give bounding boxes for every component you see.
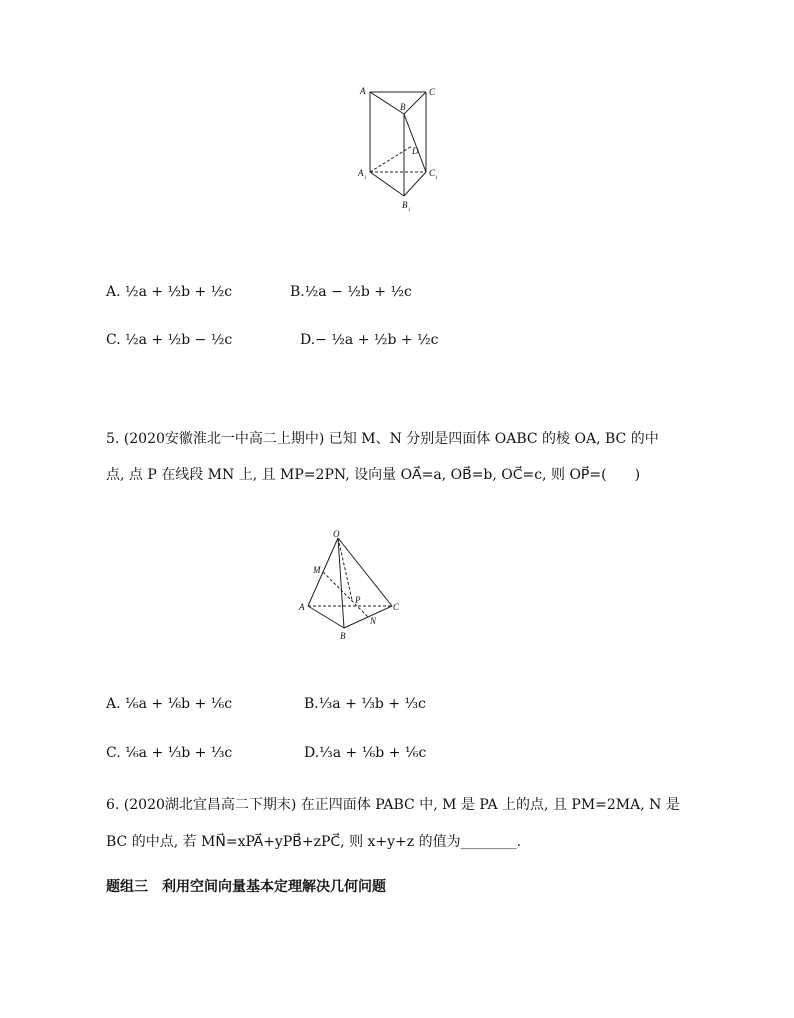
q5-line1: 5. (2020安徽淮北一中高二上期中) 已知 M、N 分别是四面体 OABC 的棱 OA, BC 的中 bbox=[106, 431, 659, 447]
label-B: B bbox=[340, 631, 346, 641]
label-C: C bbox=[429, 87, 436, 97]
label-A1: A bbox=[358, 168, 364, 178]
label-O: O bbox=[333, 529, 340, 539]
label-B1: B bbox=[402, 200, 408, 210]
prism-figure bbox=[352, 80, 452, 212]
label-C: C bbox=[393, 602, 400, 612]
svg-text:1: 1 bbox=[435, 176, 438, 181]
q4-option-a: A. ½a + ½b + ½c bbox=[106, 284, 233, 300]
q5-option-a: A. ⅙a + ⅙b + ⅙c bbox=[106, 696, 233, 712]
label-B: B bbox=[400, 102, 406, 112]
q4-option-d: D.− ½a + ½b + ½c bbox=[300, 332, 439, 348]
q5-line2: 点, 点 P 在线段 MN 上, 且 MP=2PN, 设向量 OA⃗=a, OB⃗=b, OC⃗=c, 则 OP⃗=( ) bbox=[106, 467, 641, 483]
q6-line1: 6. (2020湖北宜昌高二下期末) 在正四面体 PABC 中, M 是 PA 上的点, 且 PM=2MA, N 是 bbox=[106, 797, 680, 813]
label-P: P bbox=[355, 595, 361, 605]
label-C1: C bbox=[429, 168, 436, 178]
label-M: M bbox=[313, 565, 321, 575]
q5-option-d: D.⅓a + ⅙b + ⅙c bbox=[304, 745, 427, 761]
label-N: N bbox=[370, 616, 377, 626]
svg-text:1: 1 bbox=[364, 176, 367, 181]
label-A: A bbox=[299, 602, 305, 612]
tetrahedron-figure bbox=[296, 528, 406, 642]
q5-option-b: B.⅓a + ⅓b + ⅓c bbox=[304, 696, 426, 712]
label-D: D bbox=[412, 146, 419, 156]
section-heading: 题组三 利用空间向量基本定理解决几何问题 bbox=[106, 879, 386, 895]
label-A: A bbox=[360, 86, 366, 96]
q5-option-c: C. ⅙a + ⅓b + ⅓c bbox=[106, 745, 233, 761]
q4-option-c: C. ½a + ½b − ½c bbox=[106, 332, 233, 348]
q4-option-b: B.½a − ½b + ½c bbox=[290, 284, 412, 300]
q6-line2: BC 的中点, 若 MN⃗=xPA⃗+yPB⃗+zPC⃗, 则 x+y+z 的值为________. bbox=[106, 834, 522, 850]
svg-text:1: 1 bbox=[408, 208, 411, 212]
